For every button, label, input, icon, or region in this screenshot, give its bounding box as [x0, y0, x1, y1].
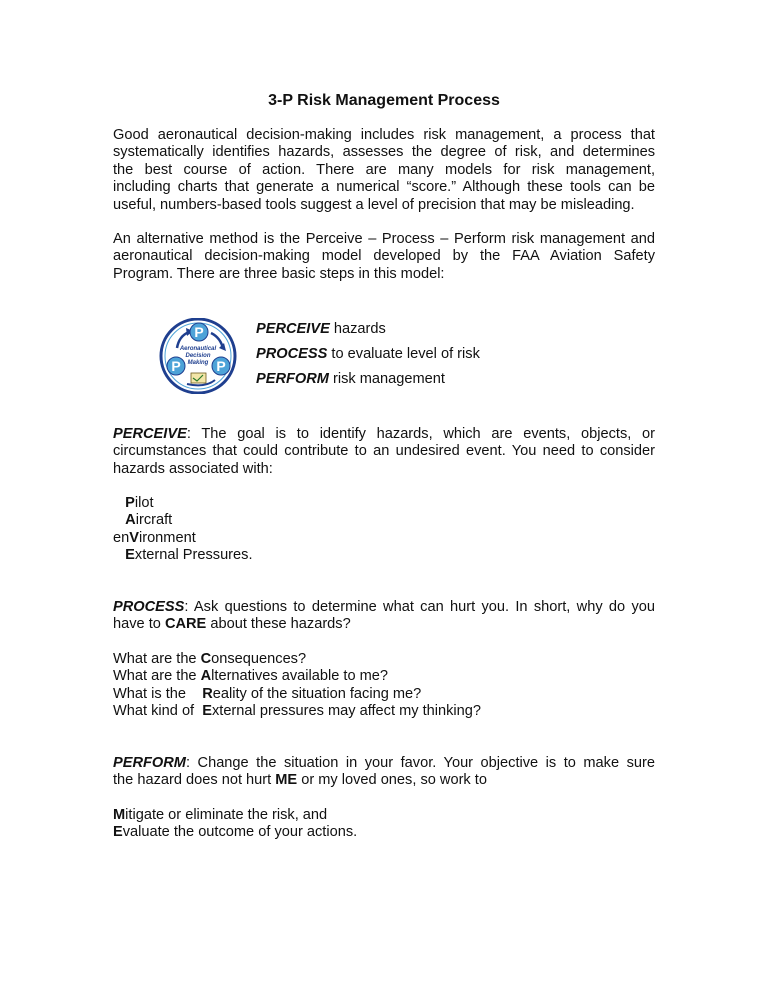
perceive-line: PERCEIVE: The goal is to identify hazards, which are events, objects, or [113, 426, 655, 442]
top-p-icon [190, 323, 208, 341]
list-item: External Pressures. [125, 547, 253, 564]
svg-text:P: P [216, 358, 226, 374]
perceive-paragraph [113, 426, 655, 478]
process-line: have to CARE about these hazards? [113, 616, 351, 633]
svg-text:Aeronautical: Aeronautical [179, 346, 217, 352]
intro-paragraph [113, 127, 655, 214]
alternative-line: An alternative method is the Perceive – Process – Perform risk management and [113, 231, 655, 247]
left-p-icon [167, 357, 185, 375]
list-item: What is the Reality of the situation facing me? [113, 685, 422, 702]
perceive-line: circumstances that could contribute to an undesired event. You need to consider [113, 443, 655, 460]
list-item: enVironment [113, 529, 196, 546]
three-p-logo [157, 318, 239, 394]
step-perform: PERFORM risk management [256, 371, 445, 387]
svg-text:Decision: Decision [185, 353, 211, 359]
list-item: Pilot [125, 495, 154, 511]
svg-text:P: P [194, 324, 204, 340]
svg-text:Making: Making [187, 360, 209, 366]
intro-line: useful, numbers-based tools suggest a level of precision that may be misleading. [113, 196, 635, 213]
perceive-line: hazards associated with: [113, 460, 273, 477]
intro-line: including charts that generate a numerical “score.” Although these tools can be [113, 179, 655, 196]
alternative-line: Program. There are three basic steps in this model: [113, 265, 445, 282]
perform-line: PERFORM: Change the situation in your favor. Your objective is to make sure [113, 755, 655, 771]
intro-line: Good aeronautical decision-making includes risk management, a process that [113, 127, 655, 143]
checklist-icon [191, 373, 206, 383]
step-process: PROCESS to evaluate level of risk [256, 346, 480, 362]
intro-line: systematically identifies hazards, assesses the degree of risk, and determines [113, 144, 655, 161]
page-title: 3-P Risk Management Process [268, 92, 500, 109]
svg-text:P: P [171, 358, 181, 374]
process-paragraph [113, 599, 655, 634]
list-item: Mitigate or eliminate the risk, and [113, 807, 328, 823]
care-list [113, 651, 673, 721]
list-item: What kind of External pressures may affect my thinking? [113, 703, 481, 720]
alternative-line: aeronautical decision-making model developed by the FAA Aviation Safety [113, 248, 655, 265]
intro-line: the best course of action. There are many models for risk management, [113, 161, 655, 178]
right-p-icon [212, 357, 230, 375]
list-item: What are the Alternatives available to me? [113, 668, 388, 685]
process-line: PROCESS: Ask questions to determine what can hurt you. In short, why do you [113, 599, 655, 615]
perform-line: the hazard does not hurt ME or my loved ones, so work to [113, 772, 487, 789]
pave-list [113, 495, 673, 565]
perform-paragraph [113, 755, 655, 790]
three-steps-list [256, 321, 616, 396]
me-list [113, 807, 673, 842]
list-item: What are the Consequences? [113, 651, 307, 667]
alternative-paragraph [113, 231, 655, 283]
list-item: Evaluate the outcome of your actions. [113, 824, 358, 841]
step-perceive: PERCEIVE hazards [256, 321, 386, 337]
list-item: Aircraft [125, 512, 173, 529]
